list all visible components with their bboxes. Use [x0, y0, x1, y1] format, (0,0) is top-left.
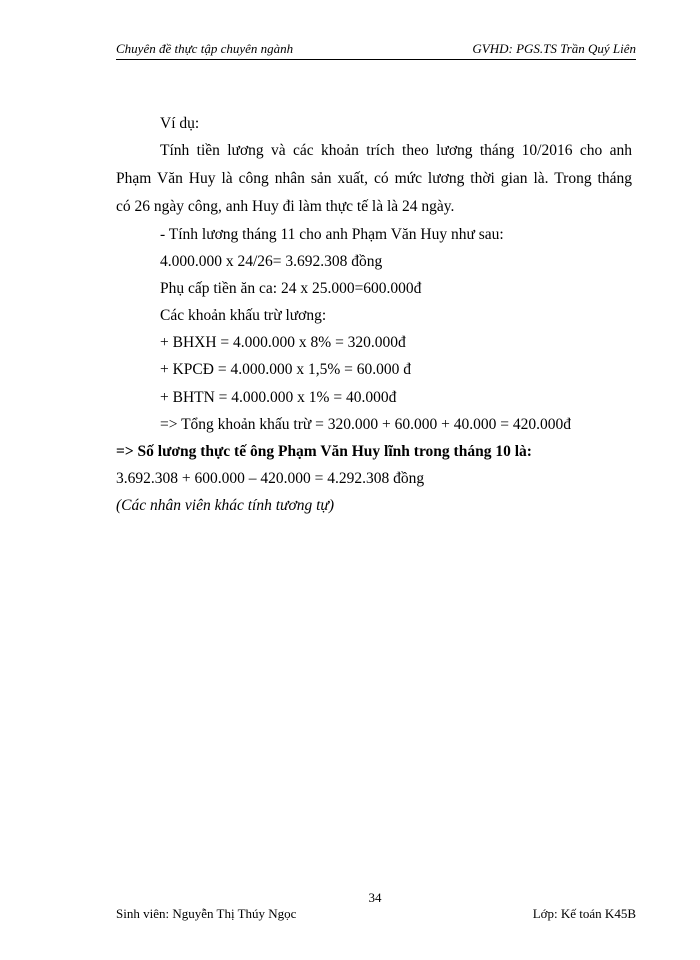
- deduction-kpcd: + KPCĐ = 4.000.000 x 1,5% = 60.000 đ: [160, 361, 411, 378]
- deductions-total: => Tổng khoản khấu trừ = 320.000 + 60.000 + 40.000 = 420.000đ: [160, 416, 572, 433]
- paragraph-line-3: có 26 ngày công, anh Huy đi làm thực tế là là 24 ngày.: [116, 198, 455, 215]
- actual-salary-calculation: 3.692.308 + 600.000 – 420.000 = 4.292.308 đồng: [116, 470, 425, 487]
- header-report-title: Chuyên đề thực tập chuyên ngành: [116, 41, 294, 56]
- deduction-bhxh: + BHXH = 4.000.000 x 8% = 320.000đ: [160, 334, 406, 351]
- footer-class: Lớp: Kế toán K45B: [532, 906, 636, 921]
- salary-calculation: 4.000.000 x 24/26= 3.692.308 đồng: [160, 253, 383, 270]
- deductions-label: Các khoản khấu trừ lương:: [160, 307, 327, 324]
- paragraph-line-2: Phạm Văn Huy là công nhân sản xuất, có mức lương thời gian là. Trong tháng: [116, 170, 632, 187]
- page-footer: [116, 906, 636, 924]
- meal-allowance: Phụ cấp tiền ăn ca: 24 x 25.000=600.000đ: [160, 280, 422, 297]
- actual-salary-label: => Số lương thực tế ông Phạm Văn Huy lĩnh trong tháng 10 là:: [116, 443, 532, 460]
- footer-student-name: Sinh viên: Nguyễn Thị Thúy Ngọc: [116, 906, 297, 921]
- calculation-intro: - Tính lương tháng 11 cho anh Phạm Văn Huy như sau:: [160, 226, 504, 243]
- deduction-bhtn: + BHTN = 4.000.000 x 1% = 40.000đ: [160, 389, 397, 406]
- page-header: [116, 41, 636, 60]
- page-number: 34: [368, 890, 382, 905]
- paragraph-line-1: Tính tiền lương và các khoản trích theo lương tháng 10/2016 cho anh: [160, 142, 632, 159]
- header-supervisor: GVHD: PGS.TS Trần Quý Liên: [472, 41, 636, 56]
- example-label: Ví dụ:: [160, 115, 200, 132]
- others-note: (Các nhân viên khác tính tương tự): [116, 497, 335, 514]
